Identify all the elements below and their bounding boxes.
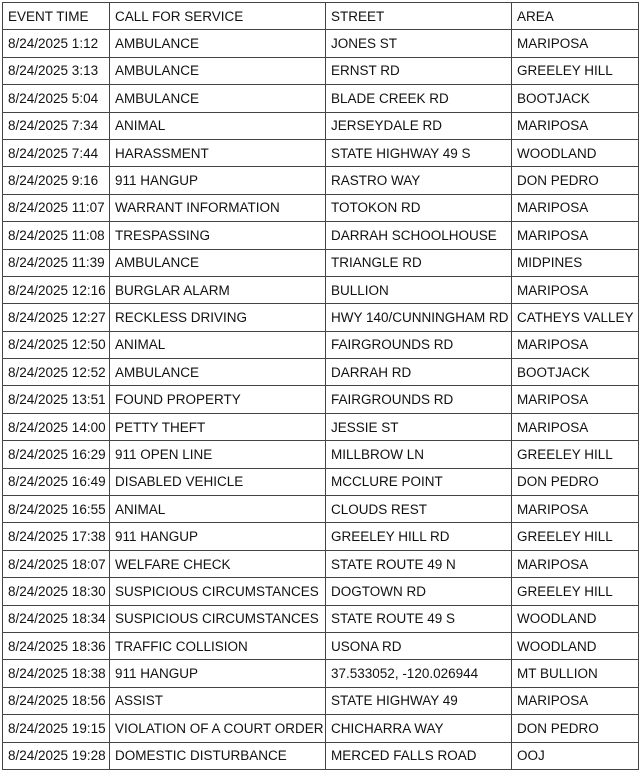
cell-street: DARRAH RD — [326, 359, 512, 386]
cell-event-time: 8/24/2025 1:12 — [3, 30, 110, 57]
table-row — [3, 441, 639, 468]
cell-call-for-service: 911 OPEN LINE — [110, 441, 326, 468]
cell-area: GREELEY HILL — [512, 523, 639, 550]
cell-street: BULLION — [326, 276, 512, 303]
cell-call-for-service: RECKLESS DRIVING — [110, 304, 326, 331]
cell-event-time: 8/24/2025 18:38 — [3, 660, 110, 687]
cell-call-for-service: 911 HANGUP — [110, 167, 326, 194]
table-row — [3, 742, 639, 769]
cell-street: STATE HIGHWAY 49 — [326, 687, 512, 714]
table-row — [3, 550, 639, 577]
cell-event-time: 8/24/2025 11:07 — [3, 194, 110, 221]
cell-street: FAIRGROUNDS RD — [326, 331, 512, 358]
table-row — [3, 304, 639, 331]
cell-area: GREELEY HILL — [512, 441, 639, 468]
cell-event-time: 8/24/2025 19:28 — [3, 742, 110, 769]
cell-call-for-service: ANIMAL — [110, 331, 326, 358]
table-row — [3, 30, 639, 57]
cell-area: DON PEDRO — [512, 468, 639, 495]
cell-call-for-service: TRESPASSING — [110, 222, 326, 249]
cell-event-time: 8/24/2025 11:08 — [3, 222, 110, 249]
cell-street: CLOUDS REST — [326, 496, 512, 523]
cell-area: MARIPOSA — [512, 550, 639, 577]
cell-street: 37.533052, -120.026944 — [326, 660, 512, 687]
cell-call-for-service: PETTY THEFT — [110, 413, 326, 440]
cell-event-time: 8/24/2025 14:00 — [3, 413, 110, 440]
table-row — [3, 605, 639, 632]
table-row — [3, 523, 639, 550]
cell-call-for-service: AMBULANCE — [110, 57, 326, 84]
cell-call-for-service: VIOLATION OF A COURT ORDER — [110, 715, 326, 742]
table-row — [3, 112, 639, 139]
cell-street: MERCED FALLS ROAD — [326, 742, 512, 769]
cell-street: CHICHARRA WAY — [326, 715, 512, 742]
table-row — [3, 276, 639, 303]
cell-event-time: 8/24/2025 7:44 — [3, 139, 110, 166]
table-row — [3, 249, 639, 276]
cell-area: BOOTJACK — [512, 85, 639, 112]
cell-call-for-service: WARRANT INFORMATION — [110, 194, 326, 221]
call-log-table — [2, 2, 639, 770]
cell-area: MARIPOSA — [512, 687, 639, 714]
cell-area: GREELEY HILL — [512, 578, 639, 605]
cell-street: STATE ROUTE 49 N — [326, 550, 512, 577]
cell-event-time: 8/24/2025 11:39 — [3, 249, 110, 276]
cell-call-for-service: AMBULANCE — [110, 85, 326, 112]
cell-call-for-service: TRAFFIC COLLISION — [110, 632, 326, 659]
cell-event-time: 8/24/2025 18:56 — [3, 687, 110, 714]
table-row — [3, 578, 639, 605]
table-row — [3, 660, 639, 687]
cell-event-time: 8/24/2025 16:29 — [3, 441, 110, 468]
cell-street: USONA RD — [326, 632, 512, 659]
cell-street: DOGTOWN RD — [326, 578, 512, 605]
cell-area: DON PEDRO — [512, 167, 639, 194]
cell-area: OOJ — [512, 742, 639, 769]
cell-area: MARIPOSA — [512, 413, 639, 440]
cell-street: HWY 140/CUNNINGHAM RD — [326, 304, 512, 331]
cell-area: MARIPOSA — [512, 386, 639, 413]
table-row — [3, 167, 639, 194]
table-row — [3, 468, 639, 495]
cell-area: MIDPINES — [512, 249, 639, 276]
cell-street: DARRAH SCHOOLHOUSE — [326, 222, 512, 249]
cell-area: MARIPOSA — [512, 112, 639, 139]
table-row — [3, 496, 639, 523]
table-row — [3, 359, 639, 386]
cell-area: MARIPOSA — [512, 496, 639, 523]
cell-area: BOOTJACK — [512, 359, 639, 386]
cell-call-for-service: ANIMAL — [110, 112, 326, 139]
cell-event-time: 8/24/2025 3:13 — [3, 57, 110, 84]
cell-event-time: 8/24/2025 12:16 — [3, 276, 110, 303]
cell-street: ERNST RD — [326, 57, 512, 84]
header-area: AREA — [512, 3, 639, 30]
cell-call-for-service: BURGLAR ALARM — [110, 276, 326, 303]
cell-event-time: 8/24/2025 18:07 — [3, 550, 110, 577]
header-event-time: EVENT TIME — [3, 3, 110, 30]
cell-area: DON PEDRO — [512, 715, 639, 742]
cell-area: GREELEY HILL — [512, 57, 639, 84]
table-row — [3, 386, 639, 413]
cell-area: MARIPOSA — [512, 30, 639, 57]
table-row — [3, 687, 639, 714]
cell-event-time: 8/24/2025 12:50 — [3, 331, 110, 358]
cell-area: WOODLAND — [512, 632, 639, 659]
cell-street: STATE ROUTE 49 S — [326, 605, 512, 632]
table-row — [3, 222, 639, 249]
cell-event-time: 8/24/2025 18:36 — [3, 632, 110, 659]
cell-event-time: 8/24/2025 12:27 — [3, 304, 110, 331]
cell-event-time: 8/24/2025 5:04 — [3, 85, 110, 112]
table-row — [3, 715, 639, 742]
table-row — [3, 139, 639, 166]
cell-event-time: 8/24/2025 13:51 — [3, 386, 110, 413]
header-street: STREET — [326, 3, 512, 30]
header-row — [3, 3, 639, 30]
table-row — [3, 331, 639, 358]
cell-street: RASTRO WAY — [326, 167, 512, 194]
cell-call-for-service: AMBULANCE — [110, 249, 326, 276]
cell-call-for-service: ASSIST — [110, 687, 326, 714]
cell-call-for-service: HARASSMENT — [110, 139, 326, 166]
cell-area: MARIPOSA — [512, 331, 639, 358]
cell-street: GREELEY HILL RD — [326, 523, 512, 550]
cell-area: WOODLAND — [512, 139, 639, 166]
cell-street: JERSEYDALE RD — [326, 112, 512, 139]
table-row — [3, 632, 639, 659]
cell-street: MCCLURE POINT — [326, 468, 512, 495]
cell-area: CATHEYS VALLEY — [512, 304, 639, 331]
cell-event-time: 8/24/2025 16:49 — [3, 468, 110, 495]
cell-event-time: 8/24/2025 17:38 — [3, 523, 110, 550]
call-log-body — [3, 30, 639, 770]
cell-area: MARIPOSA — [512, 222, 639, 249]
cell-street: TRIANGLE RD — [326, 249, 512, 276]
cell-call-for-service: AMBULANCE — [110, 30, 326, 57]
cell-call-for-service: DOMESTIC DISTURBANCE — [110, 742, 326, 769]
cell-call-for-service: AMBULANCE — [110, 359, 326, 386]
cell-area: MARIPOSA — [512, 276, 639, 303]
header-call-for-service: CALL FOR SERVICE — [110, 3, 326, 30]
cell-event-time: 8/24/2025 16:55 — [3, 496, 110, 523]
cell-area: MARIPOSA — [512, 194, 639, 221]
cell-call-for-service: WELFARE CHECK — [110, 550, 326, 577]
cell-street: BLADE CREEK RD — [326, 85, 512, 112]
cell-call-for-service: ANIMAL — [110, 496, 326, 523]
cell-street: JONES ST — [326, 30, 512, 57]
table-row — [3, 194, 639, 221]
cell-area: WOODLAND — [512, 605, 639, 632]
cell-street: FAIRGROUNDS RD — [326, 386, 512, 413]
cell-street: STATE HIGHWAY 49 S — [326, 139, 512, 166]
cell-area: MT BULLION — [512, 660, 639, 687]
cell-street: TOTOKON RD — [326, 194, 512, 221]
table-row — [3, 57, 639, 84]
cell-call-for-service: SUSPICIOUS CIRCUMSTANCES — [110, 578, 326, 605]
cell-call-for-service: 911 HANGUP — [110, 523, 326, 550]
cell-event-time: 8/24/2025 7:34 — [3, 112, 110, 139]
cell-call-for-service: 911 HANGUP — [110, 660, 326, 687]
cell-street: JESSIE ST — [326, 413, 512, 440]
cell-call-for-service: SUSPICIOUS CIRCUMSTANCES — [110, 605, 326, 632]
cell-event-time: 8/24/2025 12:52 — [3, 359, 110, 386]
cell-street: MILLBROW LN — [326, 441, 512, 468]
cell-event-time: 8/24/2025 19:15 — [3, 715, 110, 742]
table-row — [3, 413, 639, 440]
cell-call-for-service: DISABLED VEHICLE — [110, 468, 326, 495]
cell-event-time: 8/24/2025 18:34 — [3, 605, 110, 632]
table-row — [3, 85, 639, 112]
cell-event-time: 8/24/2025 18:30 — [3, 578, 110, 605]
cell-event-time: 8/24/2025 9:16 — [3, 167, 110, 194]
cell-call-for-service: FOUND PROPERTY — [110, 386, 326, 413]
